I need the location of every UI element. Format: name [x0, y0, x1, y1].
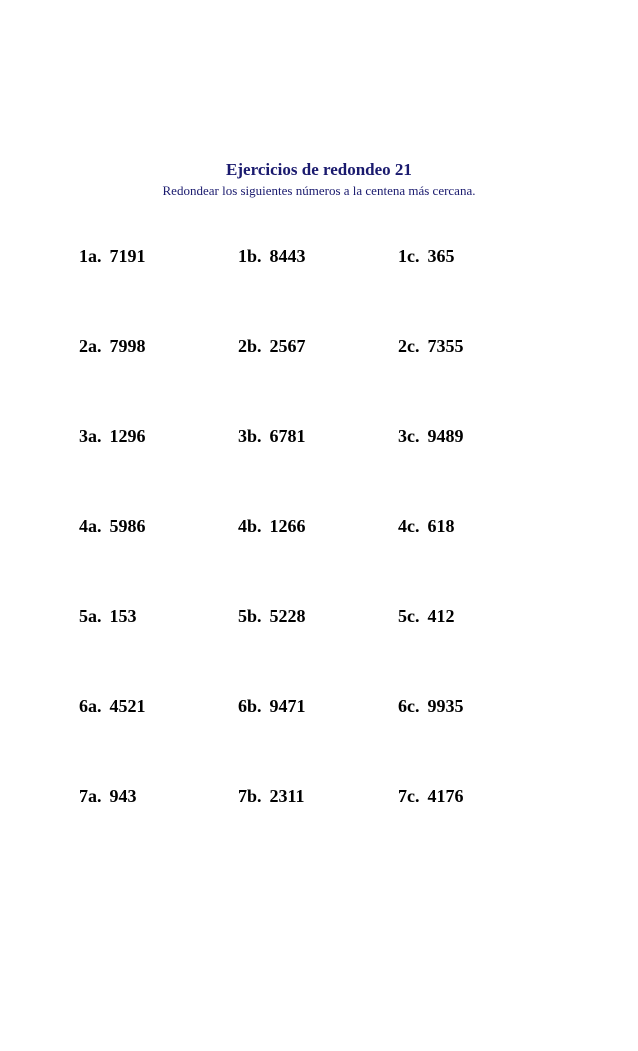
exercise-label: 3b. [238, 426, 262, 446]
exercise-label: 2b. [238, 336, 262, 356]
exercise-item [238, 604, 306, 628]
exercise-number: 5986 [109, 516, 146, 536]
exercise-label: 3a. [79, 426, 102, 446]
exercise-number: 9489 [427, 426, 464, 446]
exercise-item [79, 694, 146, 718]
exercise-number: 7998 [109, 336, 146, 356]
exercise-label: 6b. [238, 696, 262, 716]
exercise-item [238, 244, 306, 268]
exercise-number: 412 [427, 606, 455, 626]
exercise-item [79, 244, 146, 268]
exercise-item [398, 334, 464, 358]
exercise-label: 6a. [79, 696, 102, 716]
exercise-label: 7a. [79, 786, 102, 806]
exercise-number: 365 [427, 246, 455, 266]
exercise-label: 4c. [398, 516, 420, 536]
exercise-number: 1296 [109, 426, 146, 446]
exercise-item [238, 334, 306, 358]
exercise-item [238, 514, 306, 538]
exercise-label: 6c. [398, 696, 420, 716]
exercise-number: 6781 [269, 426, 306, 446]
exercise-number: 5228 [269, 606, 306, 626]
page-title: Ejercicios de redondeo 21 [226, 160, 412, 179]
exercise-number: 2567 [269, 336, 306, 356]
exercise-number: 4521 [109, 696, 146, 716]
exercise-item [238, 694, 306, 718]
exercise-label: 2c. [398, 336, 420, 356]
exercise-label: 1a. [79, 246, 102, 266]
exercise-number: 9471 [269, 696, 306, 716]
exercise-number: 1266 [269, 516, 306, 536]
exercise-label: 5a. [79, 606, 102, 626]
exercise-item [398, 604, 455, 628]
exercise-label: 4b. [238, 516, 262, 536]
exercise-number: 153 [109, 606, 137, 626]
exercise-item [79, 424, 146, 448]
exercise-label: 5b. [238, 606, 262, 626]
exercise-number: 2311 [269, 786, 305, 806]
exercise-label: 3c. [398, 426, 420, 446]
exercise-item [79, 784, 137, 808]
exercise-number: 8443 [269, 246, 306, 266]
exercise-label: 7b. [238, 786, 262, 806]
exercise-item [79, 604, 137, 628]
exercise-label: 7c. [398, 786, 420, 806]
exercise-number: 7355 [427, 336, 464, 356]
exercise-item [79, 514, 146, 538]
exercise-label: 1b. [238, 246, 262, 266]
instructions: Redondear los siguientes números a la centena más cercana. [162, 183, 476, 198]
exercise-item [398, 694, 464, 718]
exercise-item [238, 784, 305, 808]
exercise-number: 4176 [427, 786, 464, 806]
exercise-number: 7191 [109, 246, 146, 266]
exercise-number: 943 [109, 786, 137, 806]
exercise-number: 618 [427, 516, 455, 536]
exercise-item [398, 514, 455, 538]
exercise-number: 9935 [427, 696, 464, 716]
exercise-label: 4a. [79, 516, 102, 536]
exercise-item [398, 784, 464, 808]
exercise-label: 5c. [398, 606, 420, 626]
exercise-label: 1c. [398, 246, 420, 266]
exercise-label: 2a. [79, 336, 102, 356]
exercise-item [238, 424, 306, 448]
exercise-item [398, 424, 464, 448]
exercise-item [398, 244, 455, 268]
exercise-item [79, 334, 146, 358]
